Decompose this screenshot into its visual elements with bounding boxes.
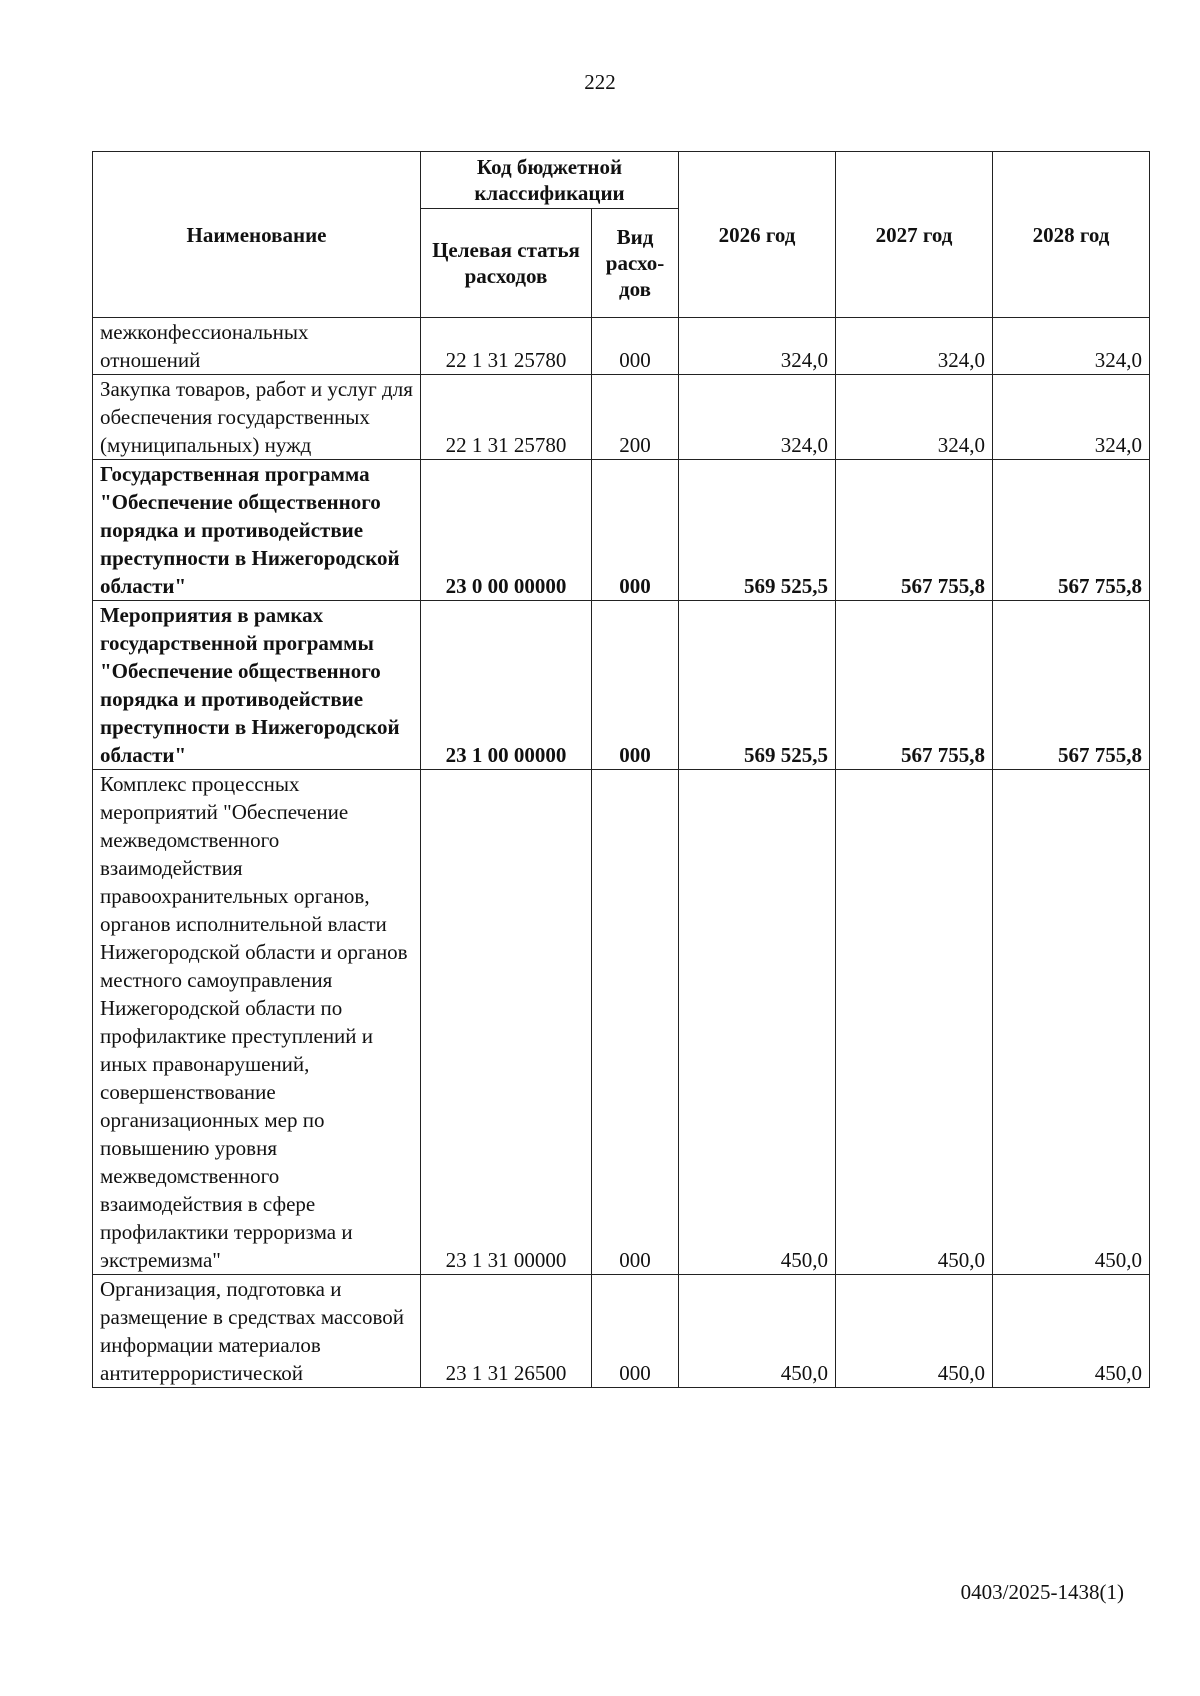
row-target-article: 23 1 00 00000 [421, 601, 592, 770]
table-body [93, 318, 1150, 1388]
row-name: Закупка товаров, работ и услуг для обеспечения государственных (муниципальных) нужд [93, 375, 421, 460]
table-row [93, 460, 1150, 601]
row-target-article: 22 1 31 25780 [421, 318, 592, 375]
row-expense-type: 000 [592, 460, 679, 601]
table-row [93, 1275, 1150, 1388]
row-expense-type: 000 [592, 1275, 679, 1388]
row-target-article: 22 1 31 25780 [421, 375, 592, 460]
row-name: Государственная программа "Обеспечение общественного порядка и противодействие преступности в Нижегородской области" [93, 460, 421, 601]
row-value-2027: 450,0 [836, 770, 993, 1275]
row-value-2028: 324,0 [993, 375, 1150, 460]
row-expense-type: 000 [592, 318, 679, 375]
table-row [93, 318, 1150, 375]
table-row [93, 601, 1150, 770]
document-registration-code: 0403/2025-1438(1) [960, 1580, 1124, 1604]
row-value-2026: 569 525,5 [679, 601, 836, 770]
row-target-article: 23 0 00 00000 [421, 460, 592, 601]
row-value-2028: 450,0 [993, 770, 1150, 1275]
budget-table [92, 151, 1150, 1388]
header-year-2027: 2027 год [836, 152, 993, 318]
row-value-2027: 324,0 [836, 318, 993, 375]
row-name: Комплекс процессных мероприятий "Обеспечение межведомственного взаимодействия правоохранительных органов, органов исполнительной власти Нижегородской области и органов местного самоуправления Нижегородской области по профилактике преступлений и иных правонарушений, совершенствование организационных мер по повышению уровня межведомственного взаимодействия в сфере профилактики терроризма и экстремизма" [93, 770, 421, 1275]
row-value-2028: 324,0 [993, 318, 1150, 375]
row-name: межконфессиональных отношений [93, 318, 421, 375]
row-value-2028: 567 755,8 [993, 601, 1150, 770]
header-code-group: Код бюджетной классификации [421, 152, 679, 209]
header-year-2026: 2026 год [679, 152, 836, 318]
row-value-2028: 450,0 [993, 1275, 1150, 1388]
row-name: Мероприятия в рамках государственной программы "Обеспечение общественного порядка и противодействие преступности в Нижегородской области" [93, 601, 421, 770]
row-value-2027: 450,0 [836, 1275, 993, 1388]
header-expense-type: Вид расхо-дов [592, 209, 679, 318]
row-expense-type: 200 [592, 375, 679, 460]
row-value-2026: 569 525,5 [679, 460, 836, 601]
table-row [93, 375, 1150, 460]
row-value-2027: 324,0 [836, 375, 993, 460]
row-name: Организация, подготовка и размещение в средствах массовой информации материалов антитеррористической [93, 1275, 421, 1388]
table-header [93, 152, 1150, 318]
row-value-2026: 450,0 [679, 770, 836, 1275]
table-row [93, 770, 1150, 1275]
row-value-2027: 567 755,8 [836, 460, 993, 601]
row-value-2026: 450,0 [679, 1275, 836, 1388]
header-target-article: Целевая статья расходов [421, 209, 592, 318]
row-expense-type: 000 [592, 770, 679, 1275]
row-target-article: 23 1 31 26500 [421, 1275, 592, 1388]
row-value-2026: 324,0 [679, 375, 836, 460]
row-value-2028: 567 755,8 [993, 460, 1150, 601]
row-value-2027: 567 755,8 [836, 601, 993, 770]
row-target-article: 23 1 31 00000 [421, 770, 592, 1275]
page-number: 222 [584, 70, 616, 94]
header-year-2028: 2028 год [993, 152, 1150, 318]
row-expense-type: 000 [592, 601, 679, 770]
header-name: Наименование [93, 152, 421, 318]
row-value-2026: 324,0 [679, 318, 836, 375]
